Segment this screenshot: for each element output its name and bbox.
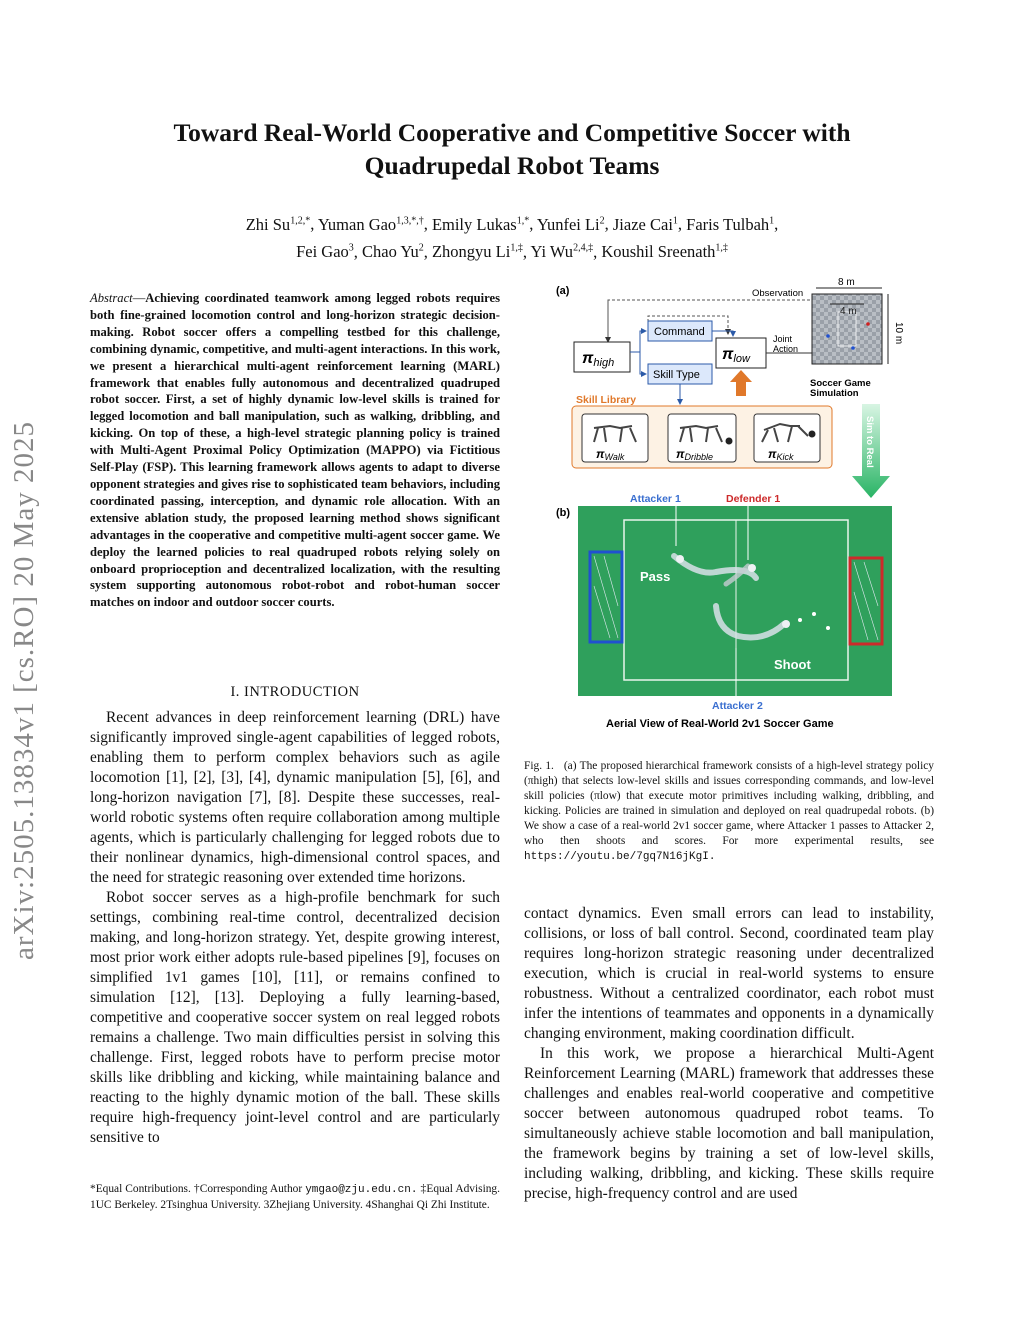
defender1-label: Defender 1: [726, 493, 781, 505]
paragraph: Recent advances in deep reinforcement learning (DRL) have significantly improved single-agent capabilities of legged robots, enabling them to perform complex behaviors such as agile locomotion [1], [2], [3], [4], dynamic manipulation [5], [6], and long-horizon navigation [7], [8]. Despite these successes, real-world robotic systems often require collaboration among multiple agents, which is particularly challenging for legged robots due to their nonlinear dynamics, high-dimensional control spaces, and the need for strategic reasoning over extended time horizons.: [90, 709, 500, 886]
footnote-email[interactable]: ymgao@zju.edu.cn.: [305, 1184, 418, 1196]
figure-bottom-caption: Aerial View of Real-World 2v1 Soccer Game: [606, 718, 834, 730]
skill-library-label: Skill Library: [576, 394, 637, 406]
attacker2-robot: [782, 620, 790, 628]
footnote-part-2: ‡Equal Advising. 1UC Berkeley. 2Tsinghua University. 3Zhejiang University. 4Shanghai Qi Zhi Institute.: [90, 1183, 500, 1211]
author-line-2: Fei Gao$^3$, Chao Yu$^2$, Zhongyu $Li^{1,\ddagger}$, Yi $Wu^{2,4,\ddagger}$, Koushil Sreenath$^{1,\ddagger}$: [296, 242, 728, 261]
sim-label-2: Simulation: [810, 388, 859, 399]
author: Zhongyu $Li^{1,\ddagger}$: [431, 242, 523, 261]
arxiv-stamp: arXiv:2505.13834v1 [cs.RO] 20 May 2025: [8, 420, 40, 960]
footnote-part-1: *Equal Contributions. †Corresponding Author: [90, 1183, 303, 1195]
author: Emily Lukas$^{1,*}$: [431, 214, 530, 234]
author: Koushil Sreenath$^{1,\ddagger}$: [601, 242, 728, 261]
figure-1: [548, 276, 938, 736]
skill-type-label: Skill Type: [653, 369, 700, 381]
arrow-command-to-low: [712, 331, 733, 336]
sim-label-1: Soccer Game: [810, 378, 871, 389]
abstract-text: Achieving coordinated teamwork among legged robots requires both fine-grained locomotion control and long-horizon strategic decision-making. Robot soccer offers a compelling testbed for this challenge, combining dynamic, competitive, and multi-agent interactions. In this work, we present a hierarchical multi-agent reinforcement learning (MARL) framework that enables fully autonomous and decentralized quadruped robot soccer. First, a set of highly dynamic low-level skills is trained for legged locomotion and ball manipulation, such as walking, dribbling, and kicking. On top of these, a high-level strategic planning policy is trained with Multi-Agent Proximal Policy Optimization (MAPPO) via Fictitious Self-Play (FSP). This learning framework allows agents to adapt to diverse opponent strategies and gives rise to sophisticated team behaviors, including coordinated passing, interception, and dynamic role allocation. With an extensive ablation study, the proposed learning method shows significant advantages in the cooperative and competitive multi-agent soccer game. We deploy the learned policies to real quadruped robots relying solely on onboard proprioception and decentralized localization, with the resulting system supporting autonomous robot-robot and robot-human soccer matches on indoor and outdoor soccer courts.: [90, 291, 500, 610]
observation-label: Observation: [752, 288, 804, 299]
author: Fei Gao$^3$: [296, 242, 354, 261]
sim-to-real-label: Sim to Real: [864, 416, 875, 468]
orange-up-arrow: [730, 370, 752, 396]
skill-dribble: [668, 414, 736, 462]
figure-caption: [524, 759, 934, 865]
author: Yi $Wu^{2,4,\ddagger}$: [530, 242, 594, 261]
abstract-label: Abstract: [90, 291, 133, 305]
footnote: [90, 1182, 500, 1212]
paragraph: In this work, we propose a hierarchical Multi-Agent Reinforcement Learning (MARL) framework that addresses these challenges and enables real-world cooperative and competitive soccer between autonomous quadruped robot teams. To simultaneously achieve stable locomotion and ball manipulation, the framework begins by training a set of low-level skills, including walking, dribbling, and kicking. These skills require precise, high-frequency control and are used: [524, 1045, 934, 1202]
paragraph: contact dynamics. Even small errors can lead to instability, collisions, or loss of ball control. Second, coordinated team play requires long-horizon strategic reasoning under decentralized execution, which is crucial in real-world systems to ensure robustness. Without a centralized coordinator, each robot must infer the intentions of teammates and opponents in a dynamically changing environment, making coordination difficult.: [524, 905, 934, 1042]
action-label: Action: [773, 344, 799, 354]
caption-label: Fig. 1.: [524, 760, 554, 772]
title-line-2: Quadrupedal Robot Teams: [364, 151, 660, 180]
skill-walk: [582, 414, 648, 462]
author: Jiaze Cai$^1$: [612, 214, 678, 234]
pass-label: Pass: [640, 569, 671, 584]
ball: [826, 626, 830, 630]
caption-text: (a) The proposed hierarchical framework consists of a high-level strategy policy (πhigh) that selects low-level skills and issues corresponding commands, and low-level skill policies (πlow) that execute motor primitives including walking, dribbling, and kicking. Policies are trained in simulation and deployed on real quadrupedal robots. (b) We show a case of a real-world 2v1 soccer game, where Attacker 1 passes to Attacker 2, who then shoots and scores. For more experimental results, see: [524, 760, 934, 847]
section-heading: I. INTRODUCTION: [230, 684, 360, 700]
skill-kick: [754, 414, 820, 462]
body-column-right: [524, 904, 934, 1204]
author-list: [100, 209, 924, 264]
paper-title: [100, 116, 924, 182]
dim-4m: 4 m: [840, 306, 857, 317]
command-label: Command: [654, 326, 705, 338]
sim-robot: [826, 334, 830, 338]
body-column-left: [90, 708, 500, 1148]
panel-a-label: (a): [556, 285, 570, 297]
ball: [812, 612, 816, 616]
joint-label: Joint: [773, 334, 793, 344]
pi-walk-label: πWalk: [596, 447, 625, 462]
attacker1-robot: [676, 555, 684, 563]
defender1-robot: [748, 564, 756, 572]
author: Yuman Gao$^{1,3,*,\dagger}$: [317, 214, 424, 234]
attacker1-label: Attacker 1: [630, 493, 681, 505]
pi-low-label: πlow: [722, 346, 750, 365]
author: Yunfei Li$^2$: [536, 214, 605, 234]
author: Faris Tulbah$^1$: [686, 214, 775, 234]
attacker2-label: Attacker 2: [712, 700, 763, 712]
dim-10m: 10 m: [893, 322, 904, 345]
panel-b-label: (b): [556, 507, 571, 519]
ball: [798, 618, 802, 622]
pi-high-label: πhigh: [582, 350, 615, 369]
caption-url[interactable]: https://youtu.be/7gq7N16jKgI.: [524, 851, 716, 863]
real-field: [578, 506, 892, 696]
author: Zhi $Su^{1,2,*}$: [245, 214, 311, 234]
title-line-1: Toward Real-World Cooperative and Competitive Soccer with: [173, 118, 851, 147]
sim-robot: [866, 322, 870, 326]
pi-dribble-label: πDribble: [676, 447, 714, 462]
pi-kick-label: πKick: [768, 447, 794, 462]
paragraph: Robot soccer serves as a high-profile benchmark for such settings, combining real-time control, decentralized decision making, and long-horizon strategy. Yet, despite growing interest, most prior work either adopts rule-based pipelines [9], focuses on simplified 1v1 games [10], [11], or remains confined to simulation [12], [13]. Deploying a fully learning-based, competitive and cooperative soccer system on real legged robots remains a challenge. Two main difficulties persist in solving this challenge. First, legged robots have to perform precise motor skills like dribbling and kicking, while maintaining balance and reacting to the highly dynamic motion of the ball. These skills require high-frequency joint-level control and are particularly sensitive to: [90, 889, 500, 1146]
author: Chao Yu$^2$: [362, 242, 424, 261]
arrow-to-command: [630, 331, 646, 352]
shoot-label: Shoot: [774, 657, 811, 672]
author-line-1: Zhi $Su^{1,2,*}$, Yuman Gao$^{1,3,*,\dagger}$, Emily Lukas$^{1,*}$, Yunfei Li$^2$, Jiaze Cai$^1$, Faris Tulbah$^1$,: [245, 214, 779, 234]
dim-8m: 8 m: [838, 277, 855, 288]
abstract: Abstract—Achieving coordinated teamwork among legged robots requires both fine-grained locomotion control and long-horizon strategic decision-making. Robot soccer offers a compelling testbed for this challenge, combining dynamic, competitive, and multi-agent interactions. In this work, we present a hierarchical multi-agent reinforcement learning (MARL) framework that enables fully autonomous and decentralized quadruped robot soccer. First, a set of highly dynamic low-level skills is trained for legged locomotion and ball manipulation, such as walking, dribbling, and kicking. On top of these, a high-level strategic planning policy is trained with Multi-Agent Proximal Policy Optimization (MAPPO) via Fictitious Self-Play (FSP). This learning framework allows agents to adapt to diverse opponent strategies and gives rise to sophisticated team behaviors, including coordinated passing, interception, and dynamic role allocation. With an extensive ablation study, the proposed learning method shows significant advantages in the cooperative and competitive multi-agent soccer game. We deploy the learned policies to real quadruped robots relying solely on onboard proprioception and decentralized localization, with the resulting system supporting autonomous robot-robot and robot-human soccer matches on indoor and outdoor soccer courts.: [90, 291, 500, 610]
arrow-to-skill-type: [640, 352, 646, 374]
sim-robot: [851, 346, 855, 350]
